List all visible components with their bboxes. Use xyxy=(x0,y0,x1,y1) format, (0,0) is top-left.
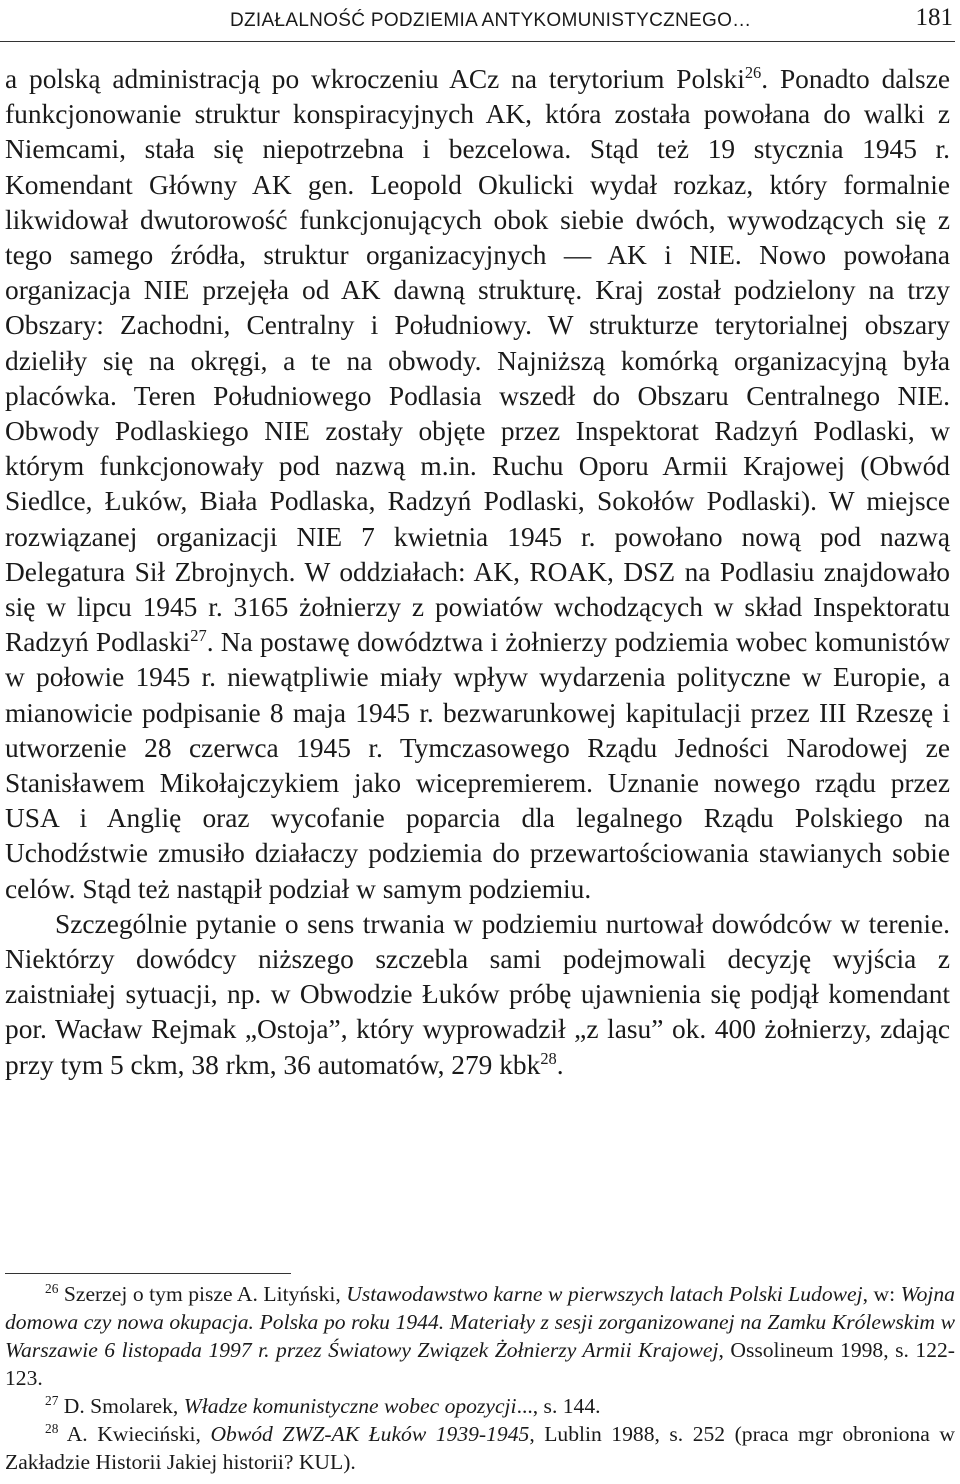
footnote-26-text-a: Szerzej o tym pisze A. Lityński, xyxy=(58,1282,347,1306)
footnote-number-26: 26 xyxy=(45,1280,59,1296)
footnote-26-title-a: Ustawodawstwo karne w pierwszych latach Polski Ludowej xyxy=(346,1282,863,1306)
paragraph-2-text-b: . xyxy=(556,1049,564,1080)
paragraph-1 xyxy=(5,62,950,907)
footnote-26 xyxy=(5,1280,955,1392)
footnote-number-27: 27 xyxy=(45,1392,59,1408)
footnote-28 xyxy=(5,1420,955,1476)
paragraph-1-text-c: . Na postawę dowództwa i żołnierzy podziemia wobec komunistów w połowie 1945 r. niewątpliwie miały wpływ wydarzenia polityczne w Europie, a mianowicie podpisanie 8 maja 1945 r. bezwarunkowej kapitulacji przez III Rzeszę i utworzenie 28 czerwca 1945 r. Tymczasowego Rządu Jedności Narodowej ze Stanisławem Mikołajczykiem jako wicepremierem. Uznanie nowego rządu przez USA i Anglię oraz wycofanie poparcia dla legalnego Rządu Polskiego na Uchodźstwie zmusiło działaczy podziemia do przewartościowania stawianych sobie celów. Stąd też nastąpił podział w samym podziemiu. xyxy=(5,627,951,904)
footnotes xyxy=(5,1280,955,1476)
footnote-27 xyxy=(5,1392,955,1420)
footnote-28-text-a: A. Kwieciński, xyxy=(58,1422,211,1446)
footnote-27-title: Władze komunistyczne wobec opozycji xyxy=(183,1394,517,1418)
header-rule xyxy=(0,41,955,42)
page-number: 181 xyxy=(915,4,953,31)
footnote-28-title: Obwód ZWZ-AK Łuków 1939-1945 xyxy=(210,1422,530,1446)
footnote-26-text-b: , w: xyxy=(862,1282,901,1306)
paragraph-2 xyxy=(5,907,950,1083)
running-header xyxy=(0,4,955,34)
footnote-ref-28[interactable]: 28 xyxy=(540,1048,557,1068)
paragraph-1-text-a: a polską administracją po wkroczeniu ACz na terytorium Polski xyxy=(5,64,745,94)
footnote-27-text-a: D. Smolarek, xyxy=(58,1394,184,1418)
paragraph-2-text-a: Szczególnie pytanie o sens trwania w podziemiu nurtował dowódców w terenie. Niektórzy dowódcy niższego szczebla sami podejmowali decyzję wyjścia z zaistniałej sytuacji, np. w Obwodzie Łuków próbę ujawnienia się podjął komendant por. Wacław Rejmak „Ostoja”, który wyprowadził „z lasu” ok. 400 żołnierzy, zdając przy tym 5 ckm, 38 rkm, 36 automatów, 279 kbk xyxy=(5,908,950,1080)
footnote-ref-26[interactable]: 26 xyxy=(744,62,762,82)
footnote-rule xyxy=(5,1273,291,1274)
footnote-28-text-b: , Lublin 1988, s. 252 (praca mgr obroniona w Zakładzie Historii Jakiej historii? KUL). xyxy=(5,1422,955,1474)
footnote-26-title-b: Wojna domowa czy nowa okupacja. Polska po roku 1944. Materiały z sesji zorganizowanej na Zamku Królewskim w Warszawie 6 listopada 1997 r. przez Światowy Związek Żołnierzy Armii Krajowej xyxy=(5,1282,955,1362)
footnote-ref-27[interactable]: 27 xyxy=(190,626,207,646)
footnote-number-28: 28 xyxy=(45,1420,59,1436)
main-text xyxy=(5,62,950,1083)
paragraph-1-text-b: . Ponadto dalsze funkcjonowanie struktur konspiracyjnych AK, która została powołana do walki z Niemcami, stała się niepotrzebna i bezcelowa. Stąd też 19 stycznia 1945 r. Komendant Główny AK gen. Leopold Okulicki wydał rozkaz, który formalnie likwidował dwutorowość funkcjonujących obok siebie dwóch, wywodzących się z tego samego źródła, struktur organizacyjnych — AK i NIE. Nowo powołana organizacja NIE przejęła od AK dawną strukturę. Kraj został podzielony na trzy Obszary: Zachodni, Centralny i Południowy. W strukturze terytorialnej obszary dzieliły się na okręgi, a te na obwody. Najniższą komórką organizacyjną była placówka. Teren Południowego Podlasia wszedł do Obszaru Centralnego NIE. Obwody Podlaskiego NIE zostały objęte przez Inspektorat Radzyń Podlaski, w którym funkcjonowały pod nazwą m.in. Ruchu Oporu Armii Krajowej (Obwód Siedlce, Łuków, Biała Podlaska, Radzyń Podlaski, Sokołów Podlaski). W miejsce rozwiązanej organizacji NIE 7 kwietnia 1945 r. powołano nową pod nazwą Delegatura Sił Zbrojnych. W oddziałach: AK, ROAK, DSZ na Podlasiu znajdowało się w lipcu 1945 r. 3165 żołnierzy z powiatów wchodzących w skład Inspektoratu Radzyń Podlaski xyxy=(5,64,951,658)
footnote-27-text-b: ..., s. 144. xyxy=(516,1394,601,1418)
running-title: DZIAŁALNOŚĆ PODZIEMIA ANTYKOMUNISTYCZNEGO… xyxy=(230,10,752,31)
footnote-26-text-c: , Ossolineum 1998, s. 122-123. xyxy=(5,1338,955,1390)
